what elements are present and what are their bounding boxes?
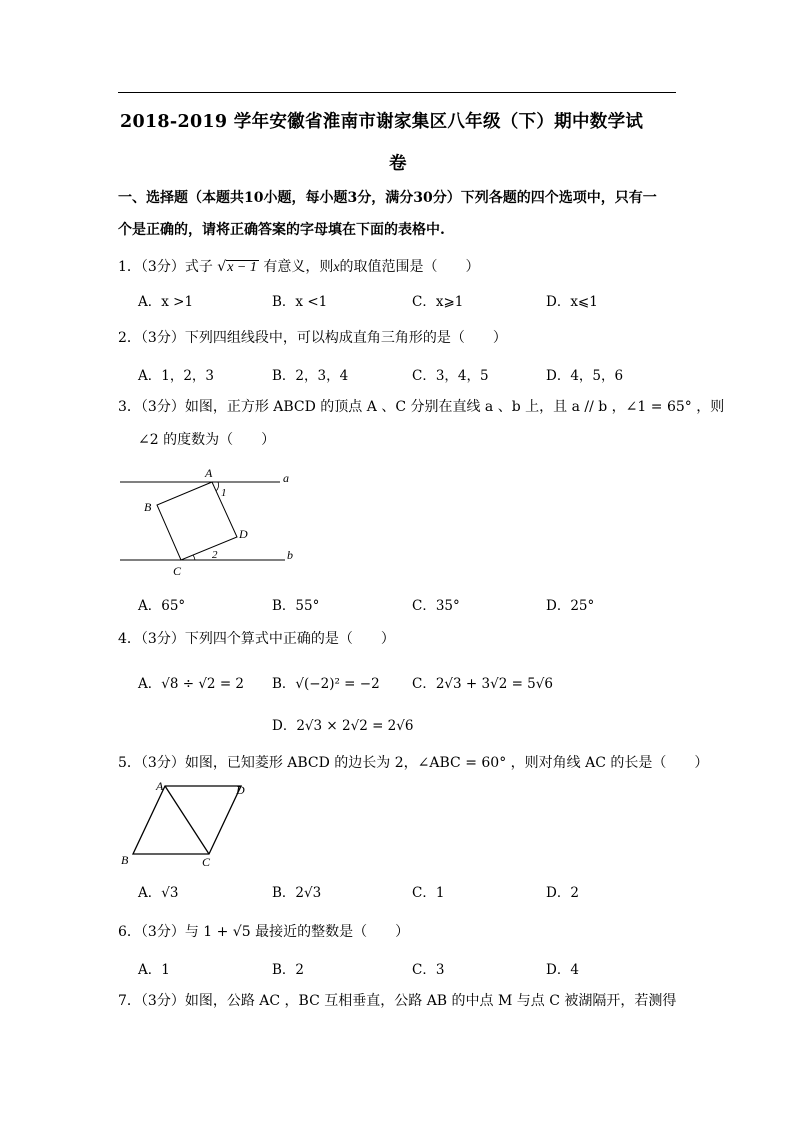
diagonal-ac bbox=[165, 786, 209, 854]
question-4: 4．（3分）下列四个算式中正确的是（ ） bbox=[118, 631, 395, 647]
question-1-radicand: x − 1 bbox=[227, 260, 257, 275]
question-3-line-2: ∠2 的度数为（ ） bbox=[138, 432, 276, 448]
question-5-option-c: C．1 bbox=[412, 885, 445, 901]
question-6: 6．（3分）与 1 + √5 最接近的整数是（ ） bbox=[118, 924, 410, 940]
question-1-option-d: D．x⩽1 bbox=[546, 294, 598, 310]
question-2-option-a: A．1，2，3 bbox=[138, 368, 215, 384]
label-angle-2: 2 bbox=[212, 549, 218, 561]
question-3-option-d: D．25° bbox=[546, 598, 595, 614]
question-2: 2．（3分）下列四组线段中，可以构成直角三角形的是（ ） bbox=[118, 330, 507, 346]
question-5-option-a: A．√3 bbox=[138, 885, 179, 901]
question-4-option-d: D．2√3 × 2√2 = 2√6 bbox=[272, 718, 414, 734]
sqrt-sign: √ bbox=[217, 259, 227, 275]
question-1-variable: x bbox=[333, 260, 340, 275]
question-3-line-1: 3．（3分）如图，正方形 ABCD 的顶点 A 、C 分别在直线 a 、b 上，且 a // b ，∠1 = 65° ，则 bbox=[118, 399, 725, 415]
label-line-b: b bbox=[287, 548, 293, 562]
label-line-a: a bbox=[283, 471, 289, 485]
question-1-mid: 有意义，则 bbox=[263, 259, 334, 275]
question-4-option-c: C．2√3 + 3√2 = 5√6 bbox=[412, 676, 553, 692]
question-4-option-b: B．√(−2)² = −2 bbox=[272, 676, 380, 692]
question-2-option-d: D．4，5，6 bbox=[546, 368, 624, 384]
page-title-line-2: 卷 bbox=[389, 154, 407, 174]
question-5-option-d: D．2 bbox=[546, 885, 579, 901]
square-between-parallel-lines-figure bbox=[115, 462, 305, 580]
question-1-option-b: B．x <1 bbox=[272, 294, 328, 310]
label-c-point: C bbox=[173, 564, 182, 578]
rhombus-label-d: D bbox=[236, 783, 245, 797]
question-6-option-c: C．3 bbox=[412, 962, 445, 978]
page-title-line-1: 2018-2019 学年安徽省淮南市谢家集区八年级（下）期中数学试 bbox=[120, 112, 644, 132]
question-1 bbox=[118, 256, 480, 276]
question-6-option-a: A．1 bbox=[138, 962, 170, 978]
question-5-option-b: B．2√3 bbox=[272, 885, 322, 901]
question-1-tail: 的取值范围是（ ） bbox=[339, 259, 480, 275]
question-3-option-c: C．35° bbox=[412, 598, 460, 614]
rhombus-label-b: B bbox=[121, 853, 129, 867]
question-3-option-b: B．55° bbox=[272, 598, 320, 614]
question-2-option-b: B．2，3，4 bbox=[272, 368, 349, 384]
rhombus-label-a: A bbox=[156, 779, 164, 793]
section-heading-line-2: 个是正确的，请将正确答案的字母填在下面的表格中. bbox=[118, 222, 445, 238]
rhombus-figure bbox=[116, 778, 266, 870]
question-7: 7．（3分）如图，公路 AC ，BC 互相垂直，公路 AB 的中点 M 与点 C 被湖隔开，若测得 bbox=[118, 993, 677, 1009]
question-4-option-a: A．√8 ÷ √2 = 2 bbox=[138, 676, 245, 692]
question-5: 5．（3分）如图，已知菱形 ABCD 的边长为 2，∠ABC = 60° ，则对角线 AC 的长是（ ） bbox=[118, 755, 709, 771]
rhombus-label-c: C bbox=[202, 855, 211, 869]
label-angle-1: 1 bbox=[221, 487, 227, 499]
question-1-option-a: A．x >1 bbox=[138, 294, 194, 310]
question-6-option-d: D．4 bbox=[546, 962, 579, 978]
angle-2-arc bbox=[193, 555, 195, 560]
question-3-option-a: A．65° bbox=[138, 598, 186, 614]
question-1-number: 1．（3分）式子 bbox=[118, 259, 213, 275]
label-b-point: B bbox=[144, 500, 152, 514]
section-heading-line-1: 一、选择题（本题共10小题，每小题3分，满分30分）下列各题的四个选项中，只有一 bbox=[118, 190, 657, 206]
question-2-option-c: C．3，4，5 bbox=[412, 368, 489, 384]
question-1-option-c: C．x⩾1 bbox=[412, 294, 464, 310]
label-d-point: D bbox=[239, 527, 248, 541]
label-a-point: A bbox=[205, 466, 213, 480]
angle-1-arc bbox=[216, 482, 219, 491]
header-rule bbox=[118, 92, 676, 93]
question-6-option-b: B．2 bbox=[272, 962, 305, 978]
